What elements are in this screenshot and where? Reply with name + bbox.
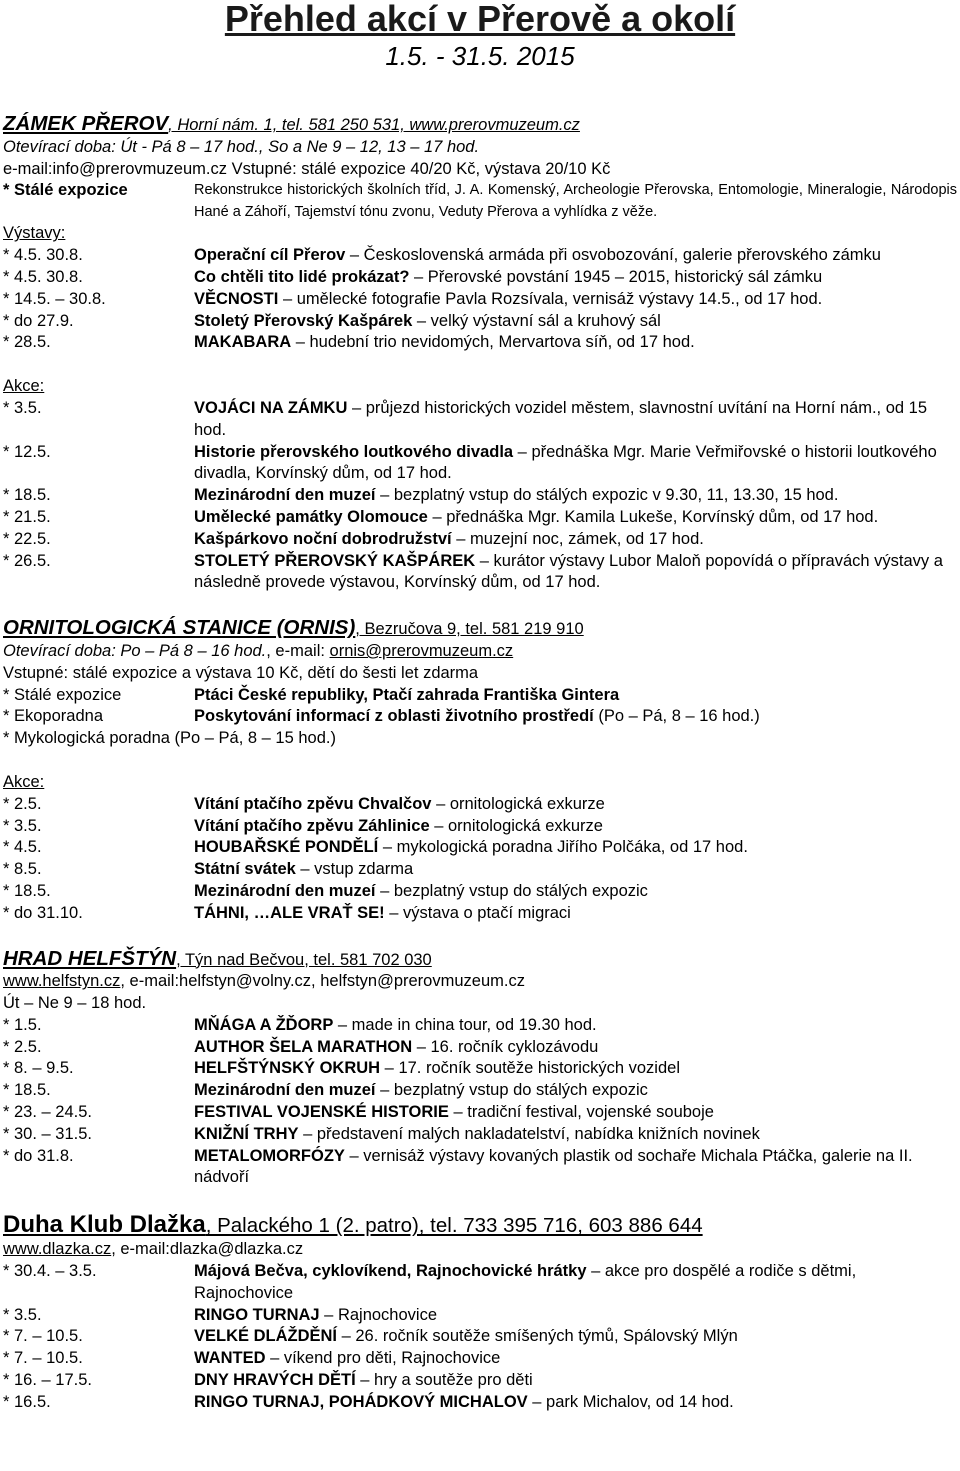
event-date: * 12.5. [3, 442, 51, 461]
event-text [194, 1348, 957, 1370]
event-text [194, 1326, 957, 1348]
section-dlazka [3, 1211, 957, 1413]
event-date: * 2.5. [3, 794, 42, 813]
section-helfstyn [3, 947, 957, 1190]
event-description: – Rajnochovice [319, 1305, 437, 1324]
event-row [3, 485, 957, 507]
event-description: – 26. ročník soutěže smíšených týmů, Spálovský Mlýn [337, 1327, 738, 1346]
event-date: * 2.5. [3, 1037, 42, 1056]
helfstyn-akce-list [3, 1015, 957, 1189]
event-description: – průjezd historických vozidel městem, slavnostní uvítání na Horní nám., od 15 hod. [194, 398, 928, 439]
event-title: Stoletý Přerovský Kašpárek [194, 311, 413, 330]
exhibition-row [3, 332, 957, 354]
event-row [3, 1370, 957, 1392]
event-date: * Ekoporadna [3, 707, 103, 726]
event-text [194, 1080, 957, 1102]
zamek-vystavy-heading: Výstavy: [3, 224, 66, 243]
event-description: – 17. ročník soutěže historických vozidel [380, 1059, 680, 1078]
event-title: Mezinárodní den muzeí [194, 486, 376, 505]
helfstyn-address: , Týn nad Bečvou, tel. 581 702 030 [176, 950, 432, 969]
event-title: KNIŽNÍ TRHY [194, 1124, 299, 1143]
event-description: – mykologická poradna Jiřího Polčáka, od 17 hod. [378, 838, 748, 857]
event-title: VĚCNOSTI [194, 289, 279, 308]
event-description: – bezplatný vstup do stálých expozic [375, 881, 648, 900]
event-row [3, 1146, 957, 1190]
event-date: * 21.5. [3, 507, 51, 526]
event-description: – ornitologická exkurze [429, 816, 603, 835]
helfstyn-name: HRAD HELFŠTÝN [3, 946, 177, 970]
event-description: – tradiční festival, vojenské souboje [448, 1103, 714, 1122]
event-row [3, 794, 957, 816]
event-description: – muzejní noc, zámek, od 17 hod. [451, 529, 704, 548]
event-title: Poskytování informací z oblasti životního prostředí [194, 707, 594, 726]
event-title: Mezinárodní den muzeí [194, 1081, 376, 1100]
info-row [3, 706, 957, 728]
event-title: Májová Bečva, cyklovíkend, Rajnochovické hrátky [194, 1262, 587, 1281]
event-date: * 3.5. [3, 816, 42, 835]
event-row [3, 1102, 957, 1124]
event-title: MAKABARA [194, 333, 292, 352]
zamek-name: ZÁMEK PŘEROV [3, 112, 169, 135]
event-description: – umělecké fotografie Pavla Rozsívala, vernisáž výstavy 14.5., od 17 hod. [278, 289, 823, 308]
event-description: – Československá armáda při osvobozování, galerie přerovského zámku [345, 246, 881, 265]
event-text [194, 685, 957, 707]
event-title: Státní svátek [194, 860, 296, 879]
event-text [194, 1037, 957, 1059]
ornis-hours-line [3, 641, 957, 663]
exhibition-row [3, 289, 957, 311]
event-description: – made in china tour, od 19.30 hod. [333, 1015, 597, 1034]
event-row [3, 551, 957, 595]
event-text [194, 485, 957, 507]
event-title: TÁHNI, …ALE VRAŤ SE! [194, 903, 385, 922]
zamek-stale-text: Rekonstrukce historických školních tříd, J. A. Komenský, Archeologie Přerovska, Entomologie, Mineralogie, Národopis Hané a Záhoří, Tajemství tónu zvonu, Veduty Přerova a vyhlídka z věže. [194, 182, 957, 220]
helfstyn-hours: Út – Ne 9 – 18 hod. [3, 994, 147, 1013]
event-text [194, 398, 957, 442]
event-date: * 8. – 9.5. [3, 1059, 74, 1078]
event-description: – park Michalov, od 14 hod. [527, 1392, 734, 1411]
event-title: VOJÁCI NA ZÁMKU [194, 398, 348, 417]
event-text [194, 1305, 957, 1327]
event-row [3, 529, 957, 551]
event-text [194, 816, 957, 838]
event-date: * 23. – 24.5. [3, 1103, 92, 1122]
event-text [194, 311, 957, 333]
event-text [194, 551, 957, 595]
event-title: STOLETÝ PŘEROVSKÝ KAŠPÁREK [194, 551, 476, 570]
event-row [3, 1305, 957, 1327]
page-title: Přehled akcí v Přerově a okolí [224, 0, 736, 39]
event-description: – víkend pro děti, Rajnochovice [265, 1349, 501, 1368]
event-title: Historie přerovského loutkového divadla [194, 442, 514, 461]
event-date: * do 31.8. [3, 1146, 74, 1165]
event-date: * 4.5. 30.8. [3, 246, 83, 265]
event-text [194, 1015, 957, 1037]
zamek-akce-heading: Akce: [3, 377, 45, 396]
event-date: * 3.5. [3, 1305, 42, 1324]
ornis-myko: * Mykologická poradna (Po – Pá, 8 – 15 hod.) [3, 729, 336, 748]
event-description: – Přerovské povstání 1945 – 2015, historický sál zámku [409, 267, 823, 286]
dlazka-email-line: , e-mail:dlazka@dlazka.cz [111, 1240, 304, 1259]
event-row [3, 1392, 957, 1414]
ornis-akce-list [3, 794, 957, 925]
event-text [194, 1124, 957, 1146]
event-row [3, 398, 957, 442]
event-description: – ornitologická exkurze [431, 794, 605, 813]
event-title: AUTHOR ŠELA MARATHON [194, 1037, 413, 1056]
event-text [194, 529, 957, 551]
event-row [3, 903, 957, 925]
event-text [194, 794, 957, 816]
event-row [3, 507, 957, 529]
event-title: DNY HRAVÝCH DĚTÍ [194, 1371, 356, 1390]
dlazka-web-line [3, 1239, 957, 1261]
helfstyn-heading [3, 947, 957, 972]
event-text [194, 903, 957, 925]
event-text [194, 442, 957, 486]
event-title: Mezinárodní den muzeí [194, 881, 376, 900]
event-title: HELFŠTÝNSKÝ OKRUH [194, 1059, 381, 1078]
event-row [3, 1037, 957, 1059]
ornis-email-prefix: , e-mail: [266, 641, 330, 660]
event-date: * 18.5. [3, 881, 51, 900]
event-title: Vítání ptačího zpěvu Chvalčov [194, 794, 432, 813]
event-title: METALOMORFÓZY [194, 1146, 345, 1165]
ornis-name: ORNITOLOGICKÁ STANICE (ORNIS) [3, 616, 356, 640]
event-text [194, 1392, 957, 1414]
event-title: VELKÉ DLÁŽDĚNÍ [194, 1327, 338, 1346]
dlazka-name: Duha Klub Dlažka [3, 1211, 206, 1239]
event-date: * 18.5. [3, 486, 51, 505]
event-text [194, 1102, 957, 1124]
event-title: RINGO TURNAJ, POHÁDKOVÝ MICHALOV [194, 1392, 528, 1411]
ornis-vstupne: Vstupné: stálé expozice a výstava 10 Kč, dětí do šesti let zdarma [3, 663, 479, 682]
event-date: * 3.5. [3, 398, 42, 417]
event-text [194, 289, 957, 311]
event-text [194, 1146, 957, 1190]
event-description: (Po – Pá, 8 – 16 hod.) [593, 707, 760, 726]
event-text [194, 1370, 957, 1392]
event-description: – bezplatný vstup do stálých expozic [375, 1081, 648, 1100]
event-row [3, 1015, 957, 1037]
event-date: * 30. – 31.5. [3, 1124, 92, 1143]
helfstyn-web-line [3, 971, 957, 993]
event-date: * 16. – 17.5. [3, 1371, 92, 1390]
event-description: – kurátor výstavy Lubor Maloň popovídá o přípravách výstavy a následně provede výstavou, Korvínský dům, od 17 hod. [194, 551, 943, 592]
helfstyn-email-line: , e-mail:helfstyn@volny.cz, helfstyn@prerovmuzeum.cz [120, 972, 525, 991]
event-date: * 8.5. [3, 860, 42, 879]
event-description: – vstup zdarma [295, 860, 414, 879]
event-date: * do 27.9. [3, 311, 74, 330]
event-title: FESTIVAL VOJENSKÉ HISTORIE [194, 1103, 449, 1122]
event-row [3, 1348, 957, 1370]
event-row [3, 442, 957, 486]
event-title: WANTED [194, 1349, 266, 1368]
event-title: HOUBAŘSKÉ PONDĚLÍ [194, 838, 379, 857]
event-row [3, 1261, 957, 1305]
helfstyn-web-link[interactable]: www.helfstyn.cz [3, 972, 121, 991]
event-description: – přednáška Mgr. Marie Veřmiřovské o historii loutkového divadla, Korvínský dům, od 17 hod. [194, 442, 937, 483]
event-description: – akce pro dospělé a rodiče s dětmi, Rajnochovice [194, 1262, 857, 1302]
event-date: * 22.5. [3, 529, 51, 548]
event-text [194, 267, 957, 289]
event-row [3, 859, 957, 881]
exhibition-row [3, 267, 957, 289]
event-description: – 16. ročník cyklozávodu [412, 1037, 599, 1056]
event-row [3, 816, 957, 838]
info-row [3, 685, 957, 707]
page-subtitle: 1.5. - 31.5. 2015 [385, 41, 575, 71]
event-title: Vítání ptačího zpěvu Záhlinice [194, 816, 430, 835]
zamek-stale-label: * Stálé expozice [3, 181, 128, 200]
event-date: * do 31.10. [3, 903, 83, 922]
event-title: RINGO TURNAJ [194, 1305, 320, 1324]
event-date: * 30.4. – 3.5. [3, 1262, 97, 1281]
zamek-hours: Otevírací doba: Út - Pá 8 – 17 hod., So a Ne 9 – 12, 13 – 17 hod. [3, 137, 480, 156]
event-description: – hudební trio nevidomých, Mervartova síň, od 17 hod. [291, 333, 695, 352]
event-date: * 14.5. – 30.8. [3, 289, 106, 308]
event-text [194, 881, 957, 903]
dlazka-web-link[interactable]: www.dlazka.cz [3, 1240, 112, 1259]
event-row [3, 881, 957, 903]
event-date: * 1.5. [3, 1015, 42, 1034]
event-title: Ptáci České republiky, Ptačí zahrada Františka Gintera [194, 685, 620, 704]
ornis-hours: Otevírací doba: Po – Pá 8 – 16 hod. [3, 641, 267, 660]
event-date: * 16.5. [3, 1392, 51, 1411]
event-row [3, 1058, 957, 1080]
exhibition-row [3, 245, 957, 267]
ornis-info-list [3, 685, 957, 729]
event-row [3, 1124, 957, 1146]
event-title: Kašpárkovo noční dobrodružství [194, 529, 452, 548]
event-description: – bezplatný vstup do stálých expozic v 9.30, 11, 13.30, 15 hod. [375, 486, 839, 505]
exhibition-row [3, 311, 957, 333]
event-description: – přednáška Mgr. Kamila Lukeše, Korvínský dům, od 17 hod. [427, 507, 879, 526]
event-text [194, 1261, 957, 1305]
event-date: * 7. – 10.5. [3, 1349, 83, 1368]
event-description: – hry a soutěže pro děti [355, 1371, 533, 1390]
event-row [3, 837, 957, 859]
event-row [3, 1080, 957, 1102]
event-date: * Stálé expozice [3, 685, 122, 704]
event-description: – výstava o ptačí migraci [384, 903, 571, 922]
event-date: * 7. – 10.5. [3, 1327, 83, 1346]
section-ornis [3, 616, 957, 924]
event-title: MŇÁGA A ŽĎORP [194, 1015, 334, 1034]
event-title: Operační cíl Přerov [194, 246, 346, 265]
ornis-address: , Bezručova 9, tel. 581 219 910 [355, 620, 584, 639]
zamek-address: , Horní nám. 1, tel. 581 250 531, www.prerovmuzeum.cz [168, 116, 580, 134]
event-description: – velký výstavní sál a kruhový sál [412, 311, 661, 330]
event-text [194, 837, 957, 859]
event-text [194, 507, 957, 529]
event-text [194, 1058, 957, 1080]
dlazka-heading [3, 1211, 957, 1239]
zamek-stale-row [3, 180, 957, 223]
event-title: Umělecké památky Olomouce [194, 507, 428, 526]
ornis-heading [3, 616, 957, 641]
document-page [3, 0, 957, 1414]
ornis-akce-heading: Akce: [3, 772, 45, 791]
event-text [194, 245, 957, 267]
dlazka-akce-list [3, 1261, 957, 1414]
zamek-vystavy-list [3, 245, 957, 354]
event-text [194, 706, 957, 728]
event-title: Co chtěli tito lidé prokázat? [194, 267, 410, 286]
zamek-email-line: e-mail:info@prerovmuzeum.cz Vstupné: stálé expozice 40/20 Kč, výstava 20/10 Kč [3, 159, 611, 178]
event-date: * 26.5. [3, 551, 51, 570]
ornis-email-link[interactable]: ornis@prerovmuzeum.cz [329, 641, 514, 660]
event-description: – představení malých nakladatelství, nabídka knižních novinek [298, 1124, 760, 1143]
event-date: * 4.5. 30.8. [3, 267, 83, 286]
event-date: * 28.5. [3, 333, 51, 352]
event-row [3, 1326, 957, 1348]
section-zamek [3, 112, 957, 594]
event-date: * 18.5. [3, 1081, 51, 1100]
event-description: – vernisáž výstavy kovaných plastik od sochaře Michala Ptáčka, galerie na II. nádvoří [194, 1146, 913, 1187]
event-text [194, 859, 957, 881]
event-date: * 4.5. [3, 838, 42, 857]
event-text [194, 332, 957, 354]
zamek-heading [3, 112, 957, 137]
zamek-akce-list [3, 398, 957, 594]
dlazka-address: , Palackého 1 (2. patro), tel. 733 395 716, 603 886 644 [205, 1214, 703, 1238]
